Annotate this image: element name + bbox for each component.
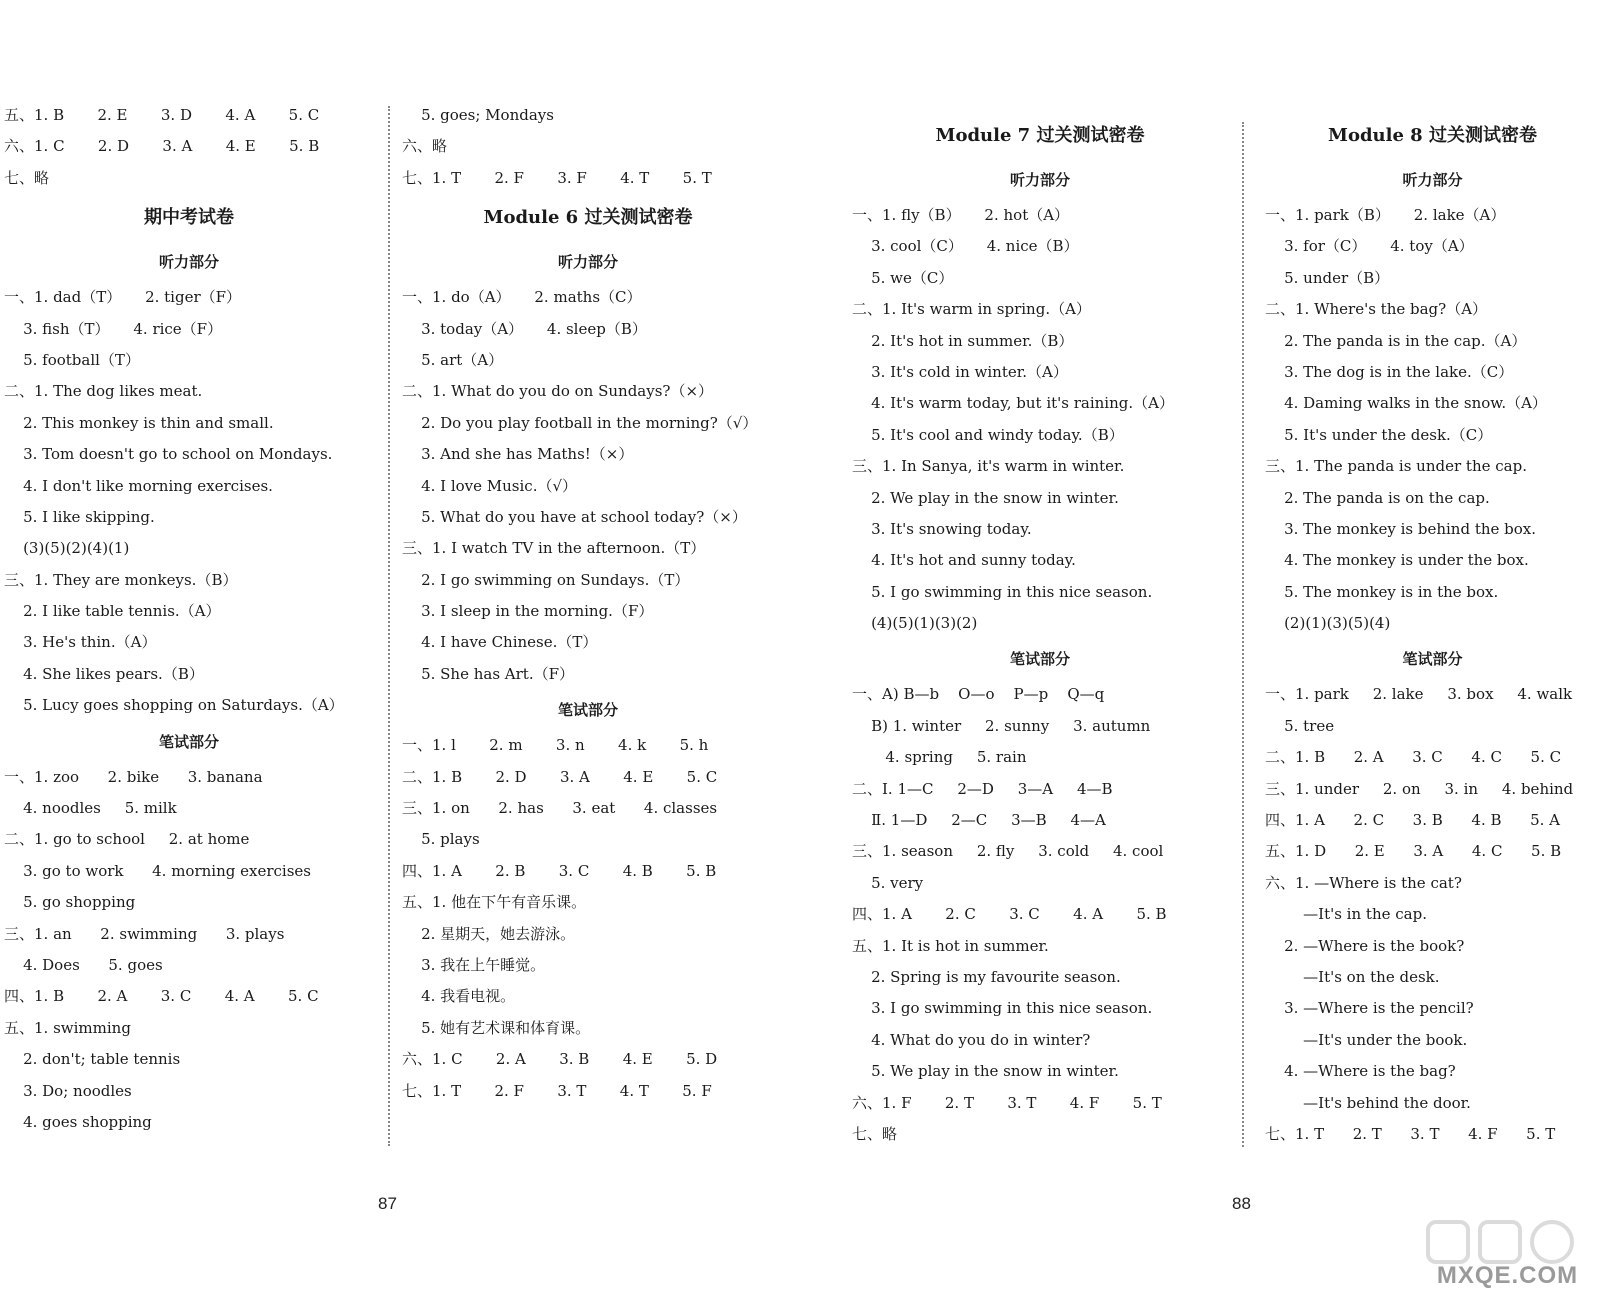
answer-line: 4. What do you do in winter? — [852, 1030, 1091, 1049]
subsection-title: 笔试部分 — [1402, 650, 1463, 669]
column-3 — [852, 112, 1228, 1150]
answer-line: 5. We play in the snow in winter. — [852, 1062, 1119, 1081]
answer-line: 4. The monkey is under the box. — [1265, 551, 1529, 570]
subsection-title: 笔试部分 — [557, 701, 618, 720]
answer-line: 3. today（A） 4. sleep（B） — [402, 319, 647, 338]
answer-line: —It's under the book. — [1265, 1030, 1468, 1049]
subsection-title: 笔试部分 — [1009, 650, 1070, 669]
answer-line: 三、1. They are monkeys.（B） — [4, 570, 238, 589]
answer-line: 三、1. In Sanya, it's warm in winter. — [852, 457, 1125, 476]
answer-line: 2. I like table tennis.（A） — [4, 602, 221, 621]
answer-line: (2)(1)(3)(5)(4) — [1265, 614, 1391, 633]
answer-line: 五、1. 他在下午有音乐课。 — [402, 893, 587, 912]
subsection-title: 笔试部分 — [158, 732, 219, 751]
answer-line: 二、1. The dog likes meat. — [4, 382, 203, 401]
answer-line: 二、Ⅰ. 1—C 2—D 3—A 4—B — [852, 779, 1113, 798]
answer-line: 二、1. Where's the bag?（A） — [1265, 300, 1488, 319]
answer-line: 4. It's warm today, but it's raining.（A） — [852, 394, 1174, 413]
answer-line: 2. —Where is the book? — [1265, 936, 1465, 955]
answer-line: 2. The panda is in the cap.（A） — [1265, 331, 1527, 350]
answer-line: 一、1. park 2. lake 3. box 4. walk — [1265, 685, 1573, 704]
answer-line: 2. don't; table tennis — [4, 1050, 181, 1069]
answer-line: 3. The monkey is behind the box. — [1265, 519, 1537, 538]
answer-line: 二、1. What do you do on Sundays?（×） — [402, 382, 714, 401]
answer-line: 六、略 — [402, 137, 448, 156]
answer-line: 一、1. dad（T） 2. tiger（F） — [4, 288, 242, 307]
answer-line: 5. The monkey is in the box. — [1265, 582, 1499, 601]
answer-line: 2. Do you play football in the morning?（√） — [402, 413, 758, 432]
subsection-title: 听力部分 — [158, 253, 219, 272]
answer-line: 三、1. under 2. on 3. in 4. behind — [1265, 779, 1574, 798]
answer-line: 四、1. B 2. A 3. C 4. A 5. C — [4, 987, 319, 1006]
answer-line: 3. cool（C） 4. nice（B） — [852, 237, 1079, 256]
answer-line: 三、1. I watch TV in the afternoon.（T） — [402, 539, 706, 558]
answer-line: 六、1. F 2. T 3. T 4. F 5. T — [852, 1093, 1162, 1112]
answer-line: 五、1. swimming — [4, 1018, 131, 1037]
column-1 — [4, 100, 374, 1138]
answer-line: 一、A) B—b O—o P—p Q—q — [852, 685, 1105, 704]
answer-line: 二、1. go to school 2. at home — [4, 830, 250, 849]
answer-line: 四、1. A 2. C 3. B 4. B 5. A — [1265, 811, 1561, 830]
answer-line: 2. It's hot in summer.（B） — [852, 331, 1074, 350]
answer-line: 4. I don't like morning exercises. — [4, 476, 273, 495]
answer-line: 三、1. on 2. has 3. eat 4. classes — [402, 799, 718, 818]
answer-line: 三、1. season 2. fly 3. cold 4. cool — [852, 842, 1164, 861]
answer-line: 3. fish（T） 4. rice（F） — [4, 319, 223, 338]
answer-line: (3)(5)(2)(4)(1) — [4, 539, 130, 558]
answer-line: B) 1. winter 2. sunny 3. autumn — [852, 716, 1151, 735]
answer-line: 一、1. l 2. m 3. n 4. k 5. h — [402, 736, 709, 755]
section-title: Module 6 过关测试密卷 — [483, 207, 693, 229]
answer-line: 5. I go swimming in this nice season. — [852, 582, 1153, 601]
answer-line: 2. The panda is on the cap. — [1265, 488, 1490, 507]
answer-line: 4. I have Chinese.（T） — [402, 633, 598, 652]
answer-line: 二、1. It's warm in spring.（A） — [852, 300, 1091, 319]
answer-line: 4. She likes pears.（B） — [4, 664, 204, 683]
answer-line: 4. I love Music.（√） — [402, 476, 578, 495]
answer-line: 4. 我看电视。 — [402, 987, 516, 1006]
answer-line: 2. We play in the snow in winter. — [852, 488, 1119, 507]
answer-line: 5. very — [852, 873, 924, 892]
answer-line: 二、1. B 2. A 3. C 4. C 5. C — [1265, 748, 1562, 767]
answer-line: 七、略 — [4, 168, 50, 187]
answer-line: 3. Tom doesn't go to school on Mondays. — [4, 445, 333, 464]
section-title: 期中考试卷 — [144, 207, 234, 229]
answer-line: 5. plays — [402, 830, 480, 849]
section-title: Module 8 过关测试密卷 — [1328, 125, 1537, 146]
answer-line: —It's in the cap. — [1265, 905, 1427, 924]
answer-line: 四、1. A 2. C 3. C 4. A 5. B — [852, 905, 1167, 924]
answer-line: 一、1. do（A） 2. maths（C） — [402, 288, 642, 307]
column-divider — [1242, 122, 1244, 1147]
answer-line: 3. —Where is the pencil? — [1265, 999, 1474, 1018]
answer-line: 三、1. The panda is under the cap. — [1265, 457, 1527, 476]
page-number-left: 87 — [378, 1194, 397, 1213]
answer-line: 七、1. T 2. T 3. T 4. F 5. T — [1265, 1124, 1556, 1143]
answer-line: 三、1. an 2. swimming 3. plays — [4, 924, 285, 943]
page-number-right: 88 — [1232, 1194, 1251, 1213]
subsection-title: 听力部分 — [557, 253, 618, 272]
answer-line: 2. 星期天，她去游泳。 — [402, 924, 576, 943]
column-4 — [1265, 112, 1600, 1150]
answer-line: 六、1. —Where is the cat? — [1265, 873, 1462, 892]
answer-line: 5. What do you have at school today?（×） — [402, 507, 747, 526]
answer-line: 5. football（T） — [4, 350, 140, 369]
answer-line: 2. Spring is my favourite season. — [852, 967, 1121, 986]
column-2 — [402, 100, 774, 1107]
answer-line: 5. we（C） — [852, 268, 954, 287]
answer-line: 3. I go swimming in this nice season. — [852, 999, 1153, 1018]
answer-line: 4. noodles 5. milk — [4, 799, 177, 818]
answer-line: 5. 她有艺术课和体育课。 — [402, 1018, 591, 1037]
answer-line: —It's behind the door. — [1265, 1093, 1471, 1112]
answer-line: 5. under（B） — [1265, 268, 1390, 287]
answer-line: 3. 我在上午睡觉。 — [402, 955, 546, 974]
answer-line: 5. tree — [1265, 716, 1335, 735]
answer-line: 5. It's cool and windy today.（B） — [852, 425, 1124, 444]
answer-line: 七、1. T 2. F 3. T 4. T 5. F — [402, 1081, 712, 1100]
answer-line: 4. spring 5. rain — [852, 748, 1027, 767]
subsection-title: 听力部分 — [1402, 171, 1463, 189]
answer-line: 3. And she has Maths!（×） — [402, 445, 634, 464]
answer-line: 五、1. B 2. E 3. D 4. A 5. C — [4, 106, 320, 124]
answer-line: 4. goes shopping — [4, 1112, 152, 1131]
answer-line: 4. It's hot and sunny today. — [852, 551, 1076, 570]
answer-line: 一、1. park（B） 2. lake（A） — [1265, 206, 1506, 224]
answer-line: 3. It's snowing today. — [852, 519, 1032, 538]
answer-line: (4)(5)(1)(3)(2) — [852, 614, 978, 633]
answer-line: 七、1. T 2. F 3. F 4. T 5. T — [402, 168, 712, 187]
answer-line: 5. goes; Mondays — [402, 106, 554, 124]
answer-line: 2. This monkey is thin and small. — [4, 413, 274, 432]
answer-line: 5. Lucy goes shopping on Saturdays.（A） — [4, 696, 344, 715]
watermark-text: MXQE.COM — [1436, 1262, 1579, 1289]
answer-line: 5. go shopping — [4, 893, 136, 912]
section-title: Module 7 过关测试密卷 — [935, 125, 1145, 146]
answer-line: 5. art（A） — [402, 350, 504, 369]
answer-line: 5. I like skipping. — [4, 507, 155, 526]
answer-line: —It's on the desk. — [1265, 967, 1440, 986]
answer-line: 5. It's under the desk.（C） — [1265, 425, 1493, 444]
answer-line: 4. —Where is the bag? — [1265, 1062, 1456, 1081]
answer-line: 五、1. D 2. E 3. A 4. C 5. B — [1265, 842, 1562, 861]
answer-line: 五、1. It is hot in summer. — [852, 936, 1049, 955]
column-divider — [388, 106, 390, 1146]
answer-line: 3. It's cold in winter.（A） — [852, 362, 1068, 381]
answer-line: 4. Daming walks in the snow.（A） — [1265, 394, 1547, 413]
answer-line: 一、1. zoo 2. bike 3. banana — [4, 767, 263, 786]
answer-line: 2. I go swimming on Sundays.（T） — [402, 570, 690, 589]
answer-line: 3. for（C） 4. toy（A） — [1265, 237, 1474, 256]
answer-line: 5. She has Art.（F） — [402, 664, 575, 683]
answer-line: 3. He's thin.（A） — [4, 633, 157, 652]
answer-line: 4. Does 5. goes — [4, 955, 163, 974]
answer-line: 六、1. C 2. D 3. A 4. E 5. B — [4, 137, 320, 156]
answer-line: 七、略 — [852, 1124, 898, 1143]
answer-line: 3. The dog is in the lake.（C） — [1265, 362, 1514, 381]
answer-line: 3. I sleep in the morning.（F） — [402, 602, 654, 621]
answer-line: 四、1. A 2. B 3. C 4. B 5. B — [402, 861, 717, 880]
answer-line: 一、1. fly（B） 2. hot（A） — [852, 206, 1070, 224]
answer-line: Ⅱ. 1—D 2—C 3—B 4—A — [852, 811, 1106, 830]
subsection-title: 听力部分 — [1009, 171, 1070, 189]
answer-line: 六、1. C 2. A 3. B 4. E 5. D — [402, 1050, 718, 1069]
answer-line: 二、1. B 2. D 3. A 4. E 5. C — [402, 767, 718, 786]
answer-line: 3. Do; noodles — [4, 1081, 132, 1100]
answer-line: 3. go to work 4. morning exercises — [4, 861, 311, 880]
